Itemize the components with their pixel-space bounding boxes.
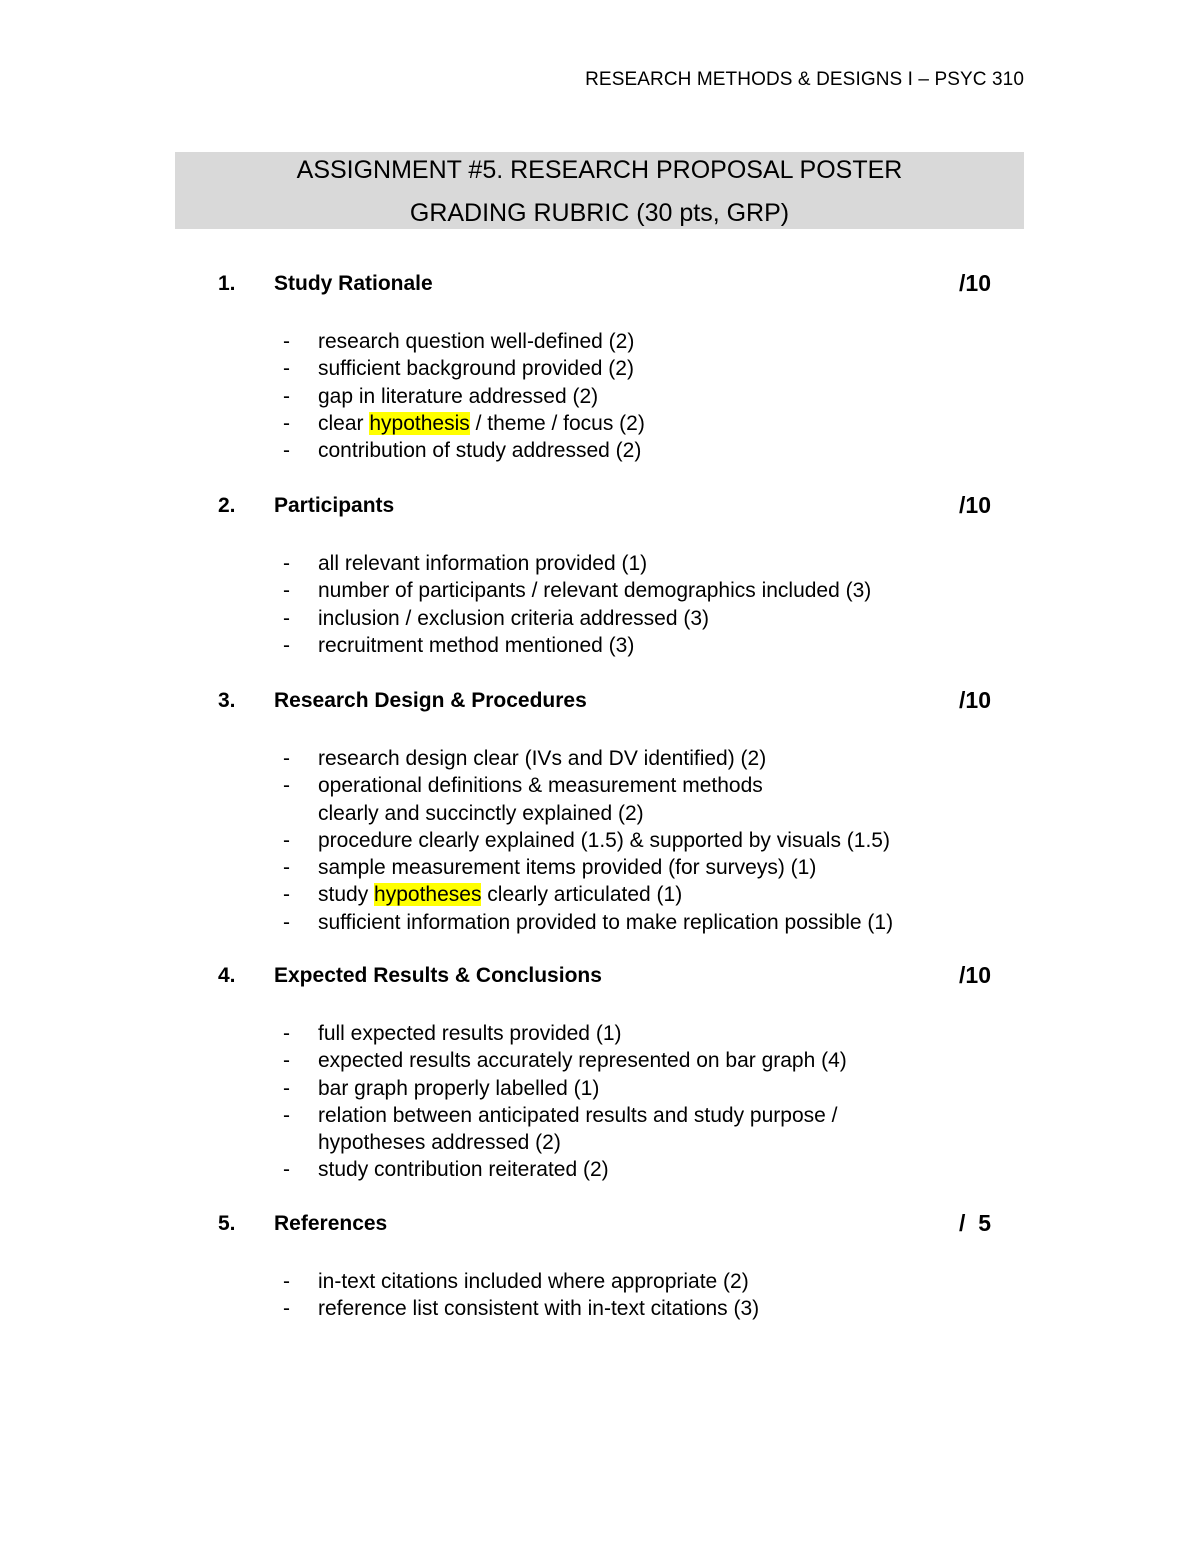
criteria-list [0, 550, 1200, 659]
criteria-text: gap in literature addressed (2) [318, 384, 599, 408]
criteria-item [0, 605, 1018, 632]
section-research-design [0, 689, 1200, 936]
title-box [175, 152, 1024, 229]
criteria-item [0, 383, 1018, 410]
criteria-text: sample measurement items provided (for surveys) (1) [318, 856, 817, 880]
criteria-text: study contribution reiterated (2) [318, 1158, 609, 1182]
bullet-dash: - [283, 606, 290, 630]
section-expected-results [0, 964, 1200, 1184]
bullet-dash: - [283, 1270, 290, 1293]
bullet-dash: - [283, 828, 290, 852]
bullet-dash: - [283, 357, 290, 381]
criteria-text: full expected results provided (1) [318, 1022, 622, 1045]
criteria-item [0, 772, 1018, 827]
bullet-dash: - [283, 330, 290, 353]
criteria-text: number of participants / relevant demographics included (3) [318, 579, 872, 603]
bullet-dash: - [283, 552, 290, 575]
criteria-text: sufficient background provided (2) [318, 357, 634, 381]
criteria-text: reference list consistent with in-text citations (3) [318, 1297, 760, 1321]
criteria-item [0, 827, 1018, 854]
criteria-item [0, 577, 1018, 604]
criteria-item [0, 1295, 1018, 1322]
highlighted-term: hypotheses [374, 883, 482, 907]
bullet-dash: - [283, 384, 290, 408]
section-number: 2. [218, 494, 236, 517]
criteria-text: recruitment method mentioned (3) [318, 633, 635, 657]
section-number: 3. [218, 689, 236, 712]
section-heading [0, 494, 1200, 520]
criteria-item [0, 1047, 1018, 1074]
criteria-text-continued: clearly and succinctly explained (2) [318, 801, 644, 825]
bullet-dash: - [283, 633, 290, 657]
criteria-text-pre: study [318, 883, 375, 907]
title-line-1: ASSIGNMENT #5. RESEARCH PROPOSAL POSTER [296, 156, 903, 184]
section-number: 4. [218, 964, 236, 987]
criteria-text: research design clear (IVs and DV identified) (2) [318, 747, 767, 770]
bullet-dash: - [283, 1022, 290, 1045]
criteria-item [0, 328, 1018, 355]
criteria-item [0, 1268, 1018, 1295]
criteria-item [0, 355, 1018, 382]
criteria-text: expected results accurately represented on bar graph (4) [318, 1049, 847, 1073]
section-study-rationale [0, 272, 1200, 464]
criteria-text: contribution of study addressed (2) [318, 439, 642, 463]
criteria-item [0, 1102, 1018, 1157]
criteria-text-pre: clear [318, 411, 370, 435]
criteria-text: all relevant information provided (1) [318, 552, 648, 575]
section-title: Expected Results & Conclusions [274, 964, 602, 987]
section-title: References [274, 1212, 388, 1235]
section-number: 1. [218, 272, 236, 295]
criteria-item [0, 1075, 1018, 1102]
bullet-dash: - [283, 856, 290, 880]
criteria-list [0, 1020, 1200, 1184]
bullet-dash: - [283, 1049, 290, 1073]
criteria-text: procedure clearly explained (1.5) & supported by visuals (1.5) [318, 828, 890, 852]
bullet-dash: - [283, 439, 290, 463]
section-score: /10 [959, 687, 991, 713]
section-heading [0, 272, 1200, 298]
criteria-item [0, 1020, 1018, 1047]
bullet-dash: - [283, 1158, 290, 1182]
bullet-dash: - [283, 411, 290, 435]
criteria-text: inclusion / exclusion criteria addressed (3) [318, 606, 710, 630]
criteria-item [0, 881, 1018, 908]
section-title: Participants [274, 494, 395, 517]
bullet-dash: - [283, 1297, 290, 1321]
section-score: /10 [959, 492, 991, 518]
running-header: RESEARCH METHODS & DESIGNS I – PSYC 310 [585, 69, 1024, 90]
title-line-2: GRADING RUBRIC (30 pts, GRP) [409, 199, 790, 227]
bullet-dash: - [283, 747, 290, 770]
criteria-text-post: / theme / focus (2) [469, 411, 645, 435]
section-title: Research Design & Procedures [274, 689, 587, 712]
section-heading [0, 689, 1200, 715]
criteria-item [0, 745, 1018, 772]
criteria-list [0, 745, 1200, 936]
criteria-text-post: clearly articulated (1) [481, 883, 683, 907]
criteria-list [0, 1268, 1200, 1323]
criteria-text: operational definitions & measurement methods [318, 774, 763, 798]
criteria-item [0, 632, 1018, 659]
criteria-text: sufficient information provided to make replication possible (1) [318, 910, 894, 934]
criteria-item [0, 909, 1018, 936]
criteria-item [0, 550, 1018, 577]
criteria-item [0, 854, 1018, 881]
section-title: Study Rationale [274, 272, 433, 295]
criteria-list [0, 328, 1200, 464]
bullet-dash: - [283, 1103, 290, 1127]
section-score: / 5 [959, 1210, 991, 1236]
criteria-item [0, 437, 1018, 464]
highlighted-term: hypothesis [369, 411, 470, 435]
criteria-text: bar graph properly labelled (1) [318, 1076, 600, 1100]
section-references [0, 1212, 1200, 1323]
section-participants [0, 494, 1200, 659]
criteria-text: relation between anticipated results and study purpose / [318, 1103, 838, 1127]
bullet-dash: - [283, 883, 290, 907]
bullet-dash: - [283, 910, 290, 934]
bullet-dash: - [283, 774, 290, 798]
bullet-dash: - [283, 1076, 290, 1100]
criteria-item [0, 410, 1018, 437]
section-score: /10 [959, 270, 991, 296]
section-number: 5. [218, 1212, 236, 1235]
section-heading [0, 1212, 1200, 1238]
section-score: /10 [959, 962, 991, 988]
criteria-text: in-text citations included where appropriate (2) [318, 1270, 749, 1293]
criteria-item [0, 1156, 1018, 1183]
criteria-text: research question well-defined (2) [318, 330, 635, 353]
criteria-text-continued: hypotheses addressed (2) [318, 1131, 561, 1155]
section-heading [0, 964, 1200, 990]
bullet-dash: - [283, 579, 290, 603]
